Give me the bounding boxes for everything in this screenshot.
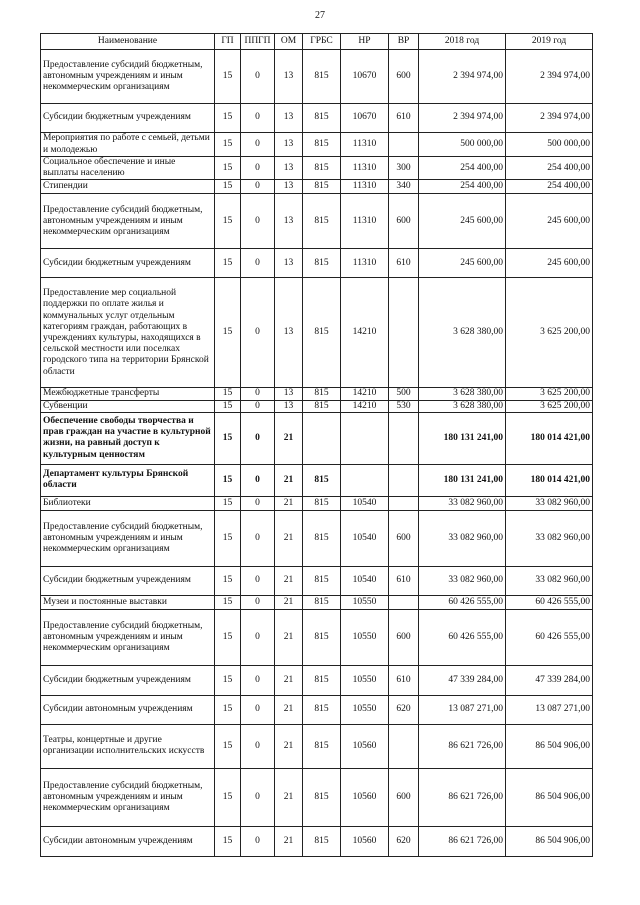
- cell-gp: 15: [215, 609, 241, 665]
- cell-ppgp: 0: [241, 768, 275, 826]
- cell-2018: 86 621 726,00: [419, 724, 506, 768]
- table-row: [41, 826, 593, 856]
- cell-2019: 254 400,00: [506, 180, 593, 194]
- cell-2018: 254 400,00: [419, 180, 506, 194]
- cell-2018: 2 394 974,00: [419, 104, 506, 133]
- cell-ppgp: 0: [241, 695, 275, 724]
- cell-2018: 245 600,00: [419, 249, 506, 278]
- cell-nr: 10540: [341, 510, 389, 566]
- cell-om: 21: [275, 724, 303, 768]
- cell-2018: 245 600,00: [419, 194, 506, 249]
- cell-name: Субсидии бюджетным учреждениям: [41, 566, 215, 595]
- cell-grbs: 815: [303, 400, 341, 412]
- cell-gp: 15: [215, 194, 241, 249]
- table-row: [41, 400, 593, 412]
- cell-ppgp: 0: [241, 496, 275, 510]
- cell-grbs: 815: [303, 595, 341, 609]
- cell-gp: 15: [215, 133, 241, 157]
- cell-name: Департамент культуры Брянской области: [41, 464, 215, 496]
- cell-name: Социальное обеспечение и иные выплаты населению: [41, 157, 215, 180]
- cell-grbs: 815: [303, 826, 341, 856]
- cell-om: 21: [275, 464, 303, 496]
- cell-2018: 86 621 726,00: [419, 826, 506, 856]
- cell-vr: 620: [389, 826, 419, 856]
- cell-grbs: 815: [303, 157, 341, 180]
- cell-ppgp: 0: [241, 278, 275, 388]
- cell-2018: 60 426 555,00: [419, 595, 506, 609]
- cell-nr: 10560: [341, 826, 389, 856]
- cell-om: 21: [275, 412, 303, 464]
- cell-grbs: 815: [303, 609, 341, 665]
- cell-gp: 15: [215, 400, 241, 412]
- cell-om: 13: [275, 157, 303, 180]
- cell-vr: 620: [389, 695, 419, 724]
- cell-grbs: 815: [303, 388, 341, 400]
- budget-table: [40, 33, 593, 857]
- table-row: [41, 278, 593, 388]
- cell-vr: 610: [389, 104, 419, 133]
- cell-ppgp: 0: [241, 104, 275, 133]
- cell-2018: 500 000,00: [419, 133, 506, 157]
- table-row: [41, 180, 593, 194]
- table-row: [41, 595, 593, 609]
- cell-grbs: 815: [303, 695, 341, 724]
- cell-gp: 15: [215, 595, 241, 609]
- cell-2018: 254 400,00: [419, 157, 506, 180]
- cell-vr: [389, 595, 419, 609]
- cell-om: 21: [275, 695, 303, 724]
- cell-vr: [389, 278, 419, 388]
- col-header-name: Наименование: [41, 34, 215, 50]
- cell-name: Обеспечение свободы творчества и прав граждан на участие в культурной жизни, на равный доступ к культурным ценностям: [41, 412, 215, 464]
- cell-ppgp: 0: [241, 50, 275, 104]
- cell-grbs: [303, 412, 341, 464]
- cell-grbs: 815: [303, 133, 341, 157]
- cell-nr: 10550: [341, 609, 389, 665]
- cell-om: 13: [275, 400, 303, 412]
- cell-2019: 60 426 555,00: [506, 609, 593, 665]
- cell-gp: 15: [215, 464, 241, 496]
- cell-2018: 13 087 271,00: [419, 695, 506, 724]
- cell-gp: 15: [215, 510, 241, 566]
- cell-2019: 47 339 284,00: [506, 665, 593, 695]
- cell-name: Субсидии автономным учреждениям: [41, 695, 215, 724]
- col-header-2019: 2019 год: [506, 34, 593, 50]
- cell-om: 21: [275, 510, 303, 566]
- cell-gp: 15: [215, 768, 241, 826]
- cell-2018: 3 628 380,00: [419, 278, 506, 388]
- table-row: [41, 412, 593, 464]
- cell-gp: 15: [215, 496, 241, 510]
- cell-2018: 180 131 241,00: [419, 412, 506, 464]
- cell-gp: 15: [215, 180, 241, 194]
- cell-ppgp: 0: [241, 400, 275, 412]
- cell-2019: 245 600,00: [506, 249, 593, 278]
- cell-2018: 47 339 284,00: [419, 665, 506, 695]
- cell-nr: 10550: [341, 595, 389, 609]
- cell-gp: 15: [215, 157, 241, 180]
- cell-nr: 10550: [341, 665, 389, 695]
- cell-vr: 500: [389, 388, 419, 400]
- cell-nr: 11310: [341, 133, 389, 157]
- cell-name: Библиотеки: [41, 496, 215, 510]
- cell-2019: 86 504 906,00: [506, 826, 593, 856]
- col-header-grbs: ГРБС: [303, 34, 341, 50]
- cell-grbs: 815: [303, 724, 341, 768]
- cell-om: 21: [275, 665, 303, 695]
- cell-name: Предоставление субсидий бюджетным, автономным учреждениям и иным некоммерческим организациям: [41, 768, 215, 826]
- cell-vr: [389, 412, 419, 464]
- cell-ppgp: 0: [241, 510, 275, 566]
- cell-name: Предоставление мер социальной поддержки по оплате жилья и коммунальных услуг отдельным категориям граждан, работающих в учреждениях культуры, находящихся в сельской местности или поселках городского типа на территории Брянской области: [41, 278, 215, 388]
- cell-vr: 600: [389, 768, 419, 826]
- cell-name: Субвенции: [41, 400, 215, 412]
- cell-2018: 2 394 974,00: [419, 50, 506, 104]
- col-header-gp: ГП: [215, 34, 241, 50]
- cell-ppgp: 0: [241, 194, 275, 249]
- cell-name: Субсидии бюджетным учреждениям: [41, 249, 215, 278]
- cell-2019: 500 000,00: [506, 133, 593, 157]
- cell-ppgp: 0: [241, 566, 275, 595]
- cell-vr: 610: [389, 249, 419, 278]
- cell-gp: 15: [215, 249, 241, 278]
- cell-name: Предоставление субсидий бюджетным, автономным учреждениям и иным некоммерческим организациям: [41, 50, 215, 104]
- cell-nr: 11310: [341, 157, 389, 180]
- cell-vr: 610: [389, 566, 419, 595]
- cell-nr: 10540: [341, 496, 389, 510]
- cell-ppgp: 0: [241, 180, 275, 194]
- cell-ppgp: 0: [241, 826, 275, 856]
- cell-vr: [389, 724, 419, 768]
- cell-ppgp: 0: [241, 157, 275, 180]
- table-row: [41, 768, 593, 826]
- cell-vr: 600: [389, 510, 419, 566]
- cell-vr: 340: [389, 180, 419, 194]
- table-row: [41, 510, 593, 566]
- cell-vr: [389, 133, 419, 157]
- table-row: [41, 724, 593, 768]
- table-row: [41, 249, 593, 278]
- cell-nr: 10670: [341, 50, 389, 104]
- cell-grbs: 815: [303, 249, 341, 278]
- col-header-vr: ВР: [389, 34, 419, 50]
- cell-vr: [389, 496, 419, 510]
- cell-2018: 86 621 726,00: [419, 768, 506, 826]
- cell-nr: 14210: [341, 400, 389, 412]
- col-header-om: ОМ: [275, 34, 303, 50]
- cell-gp: 15: [215, 724, 241, 768]
- cell-vr: 300: [389, 157, 419, 180]
- cell-om: 13: [275, 249, 303, 278]
- cell-2018: 180 131 241,00: [419, 464, 506, 496]
- cell-name: Мероприятия по работе с семьей, детьми и молодежью: [41, 133, 215, 157]
- cell-om: 13: [275, 388, 303, 400]
- cell-name: Стипендии: [41, 180, 215, 194]
- cell-gp: 15: [215, 566, 241, 595]
- cell-gp: 15: [215, 826, 241, 856]
- table-row: [41, 194, 593, 249]
- cell-gp: 15: [215, 412, 241, 464]
- page-number: 27: [315, 10, 325, 21]
- cell-vr: 530: [389, 400, 419, 412]
- cell-om: 13: [275, 133, 303, 157]
- cell-ppgp: 0: [241, 249, 275, 278]
- table-row: [41, 695, 593, 724]
- cell-gp: 15: [215, 695, 241, 724]
- cell-om: 21: [275, 595, 303, 609]
- cell-2019: 2 394 974,00: [506, 50, 593, 104]
- cell-name: Субсидии бюджетным учреждениям: [41, 104, 215, 133]
- cell-2018: 3 628 380,00: [419, 388, 506, 400]
- cell-2019: 2 394 974,00: [506, 104, 593, 133]
- table-row: [41, 665, 593, 695]
- cell-ppgp: 0: [241, 388, 275, 400]
- cell-2018: 3 628 380,00: [419, 400, 506, 412]
- cell-ppgp: 0: [241, 665, 275, 695]
- cell-grbs: 815: [303, 496, 341, 510]
- cell-nr: 10670: [341, 104, 389, 133]
- table-row: [41, 50, 593, 104]
- cell-om: 21: [275, 496, 303, 510]
- cell-gp: 15: [215, 104, 241, 133]
- cell-gp: 15: [215, 665, 241, 695]
- table-row: [41, 133, 593, 157]
- cell-gp: 15: [215, 388, 241, 400]
- cell-grbs: 815: [303, 464, 341, 496]
- cell-2019: 33 082 960,00: [506, 566, 593, 595]
- header-row: [41, 34, 593, 50]
- cell-nr: 11310: [341, 249, 389, 278]
- cell-grbs: 815: [303, 510, 341, 566]
- cell-om: 21: [275, 566, 303, 595]
- col-header-nr: НР: [341, 34, 389, 50]
- cell-2019: 60 426 555,00: [506, 595, 593, 609]
- cell-2019: 180 014 421,00: [506, 412, 593, 464]
- cell-ppgp: 0: [241, 609, 275, 665]
- cell-om: 21: [275, 609, 303, 665]
- cell-vr: 600: [389, 50, 419, 104]
- cell-2019: 245 600,00: [506, 194, 593, 249]
- cell-om: 13: [275, 50, 303, 104]
- cell-2019: 33 082 960,00: [506, 496, 593, 510]
- cell-2018: 33 082 960,00: [419, 510, 506, 566]
- cell-om: 21: [275, 826, 303, 856]
- cell-2019: 3 625 200,00: [506, 278, 593, 388]
- cell-2018: 33 082 960,00: [419, 566, 506, 595]
- cell-name: Театры, концертные и другие организации исполнительских искусств: [41, 724, 215, 768]
- cell-grbs: 815: [303, 104, 341, 133]
- cell-nr: [341, 464, 389, 496]
- cell-grbs: 815: [303, 180, 341, 194]
- cell-ppgp: 0: [241, 133, 275, 157]
- cell-2019: 86 504 906,00: [506, 768, 593, 826]
- cell-nr: [341, 412, 389, 464]
- table-row: [41, 157, 593, 180]
- cell-nr: 14210: [341, 388, 389, 400]
- cell-vr: [389, 464, 419, 496]
- cell-2018: 33 082 960,00: [419, 496, 506, 510]
- cell-grbs: 815: [303, 566, 341, 595]
- cell-2019: 180 014 421,00: [506, 464, 593, 496]
- cell-gp: 15: [215, 278, 241, 388]
- cell-grbs: 815: [303, 665, 341, 695]
- cell-name: Субсидии бюджетным учреждениям: [41, 665, 215, 695]
- cell-ppgp: 0: [241, 724, 275, 768]
- cell-name: Предоставление субсидий бюджетным, автономным учреждениям и иным некоммерческим организациям: [41, 609, 215, 665]
- cell-om: 13: [275, 194, 303, 249]
- cell-name: Предоставление субсидий бюджетным, автономным учреждениям и иным некоммерческим организациям: [41, 194, 215, 249]
- col-header-2018: 2018 год: [419, 34, 506, 50]
- cell-2019: 86 504 906,00: [506, 724, 593, 768]
- cell-nr: 10540: [341, 566, 389, 595]
- cell-nr: 11310: [341, 180, 389, 194]
- cell-om: 13: [275, 180, 303, 194]
- cell-nr: 10560: [341, 724, 389, 768]
- cell-2019: 3 625 200,00: [506, 400, 593, 412]
- table-row: [41, 566, 593, 595]
- cell-nr: 14210: [341, 278, 389, 388]
- cell-om: 21: [275, 768, 303, 826]
- col-header-ppgp: ППГП: [241, 34, 275, 50]
- table-row: [41, 104, 593, 133]
- cell-grbs: 815: [303, 278, 341, 388]
- cell-2019: 3 625 200,00: [506, 388, 593, 400]
- cell-nr: 10550: [341, 695, 389, 724]
- cell-grbs: 815: [303, 768, 341, 826]
- cell-nr: 10560: [341, 768, 389, 826]
- cell-om: 13: [275, 104, 303, 133]
- cell-gp: 15: [215, 50, 241, 104]
- table-row: [41, 464, 593, 496]
- cell-nr: 11310: [341, 194, 389, 249]
- cell-2019: 13 087 271,00: [506, 695, 593, 724]
- cell-name: Музеи и постоянные выставки: [41, 595, 215, 609]
- cell-vr: 600: [389, 194, 419, 249]
- cell-2018: 60 426 555,00: [419, 609, 506, 665]
- cell-vr: 600: [389, 609, 419, 665]
- table-row: [41, 496, 593, 510]
- table-row: [41, 388, 593, 400]
- cell-2019: 254 400,00: [506, 157, 593, 180]
- cell-name: Субсидии автономным учреждениям: [41, 826, 215, 856]
- cell-name: Предоставление субсидий бюджетным, автономным учреждениям и иным некоммерческим организациям: [41, 510, 215, 566]
- cell-ppgp: 0: [241, 412, 275, 464]
- cell-om: 13: [275, 278, 303, 388]
- table-row: [41, 609, 593, 665]
- cell-vr: 610: [389, 665, 419, 695]
- cell-ppgp: 0: [241, 595, 275, 609]
- cell-grbs: 815: [303, 50, 341, 104]
- cell-ppgp: 0: [241, 464, 275, 496]
- cell-name: Межбюджетные трансферты: [41, 388, 215, 400]
- cell-2019: 33 082 960,00: [506, 510, 593, 566]
- cell-grbs: 815: [303, 194, 341, 249]
